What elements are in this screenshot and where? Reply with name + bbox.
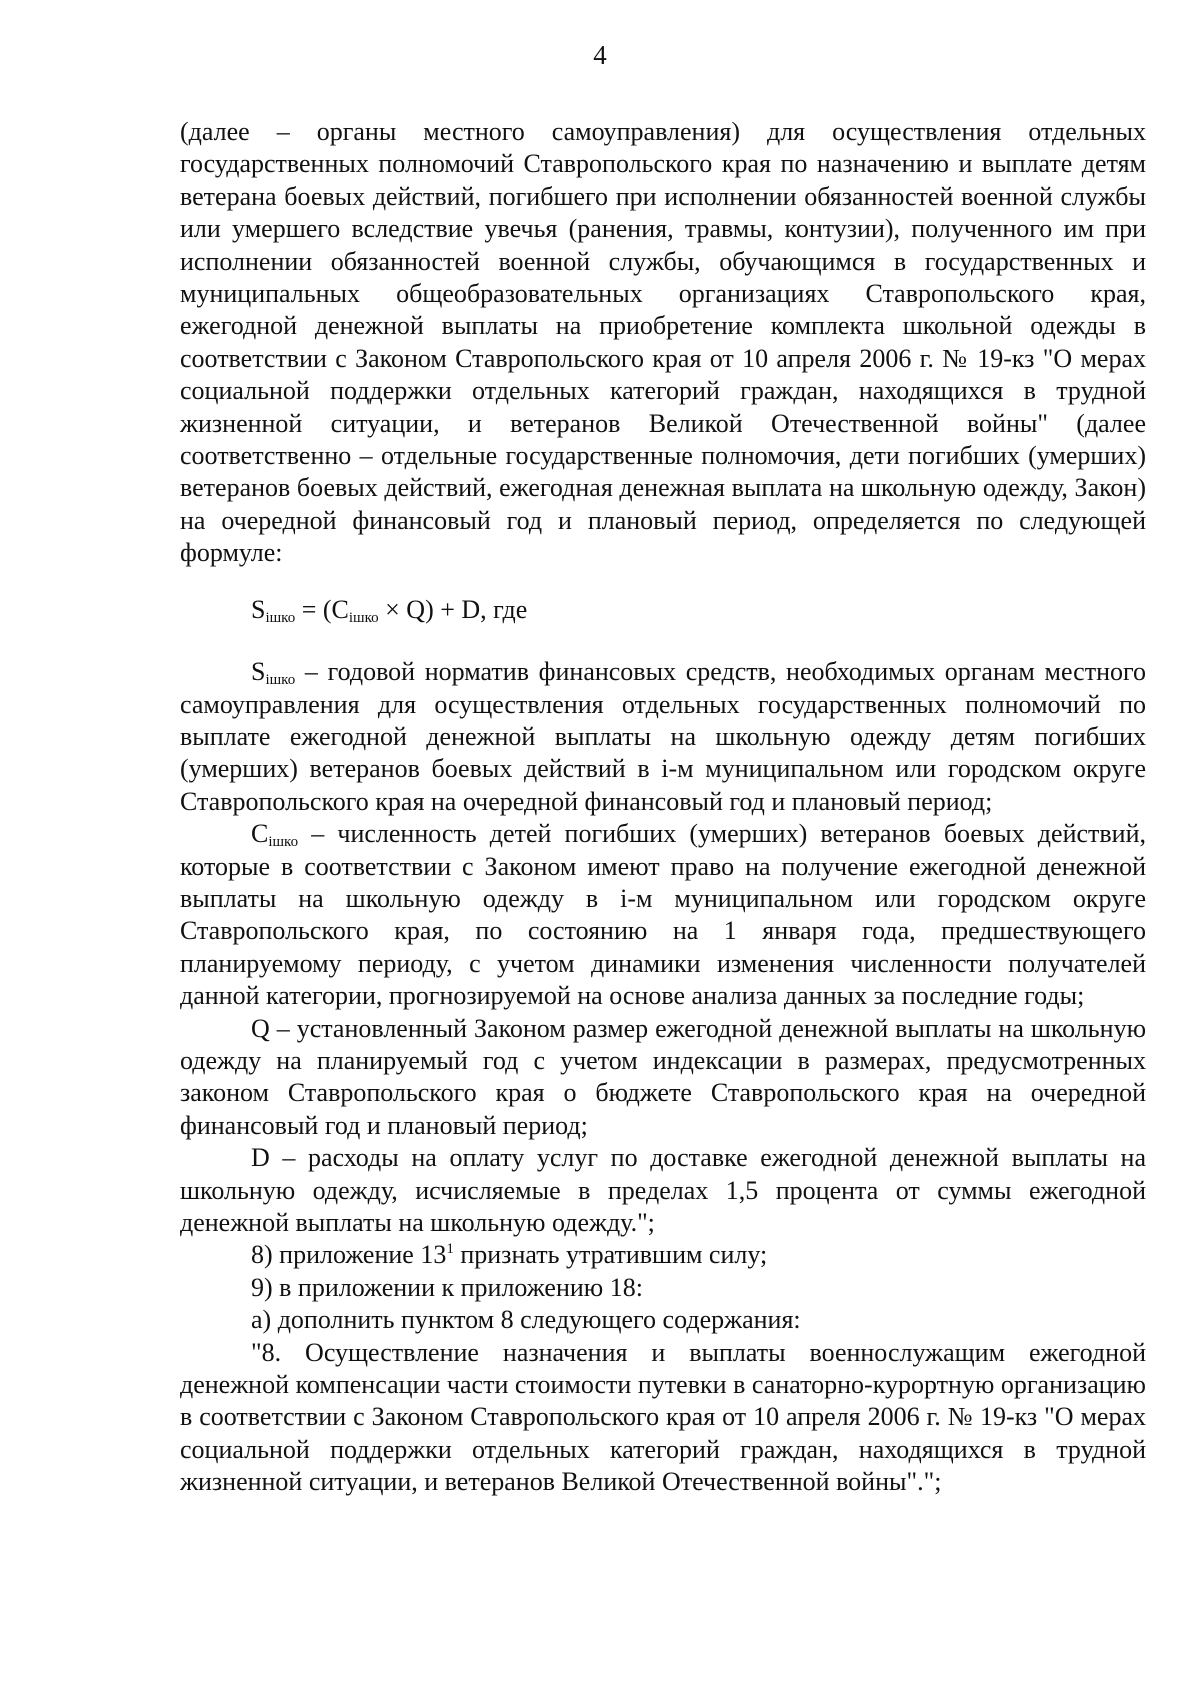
formula-c-letter: C xyxy=(331,594,349,624)
formula-c-subscript: iшко xyxy=(348,609,379,626)
definition-q: Q – установленный Законом размер ежегодной денежной выплаты на школьную одежду на планируемый год с учетом индексации в размерах, предусмотренных законом Ставропольского края о бюджете Ставропольского края на очередной финансовый год и плановый период; xyxy=(180,1013,1146,1140)
definition-c-letter: C xyxy=(251,819,269,849)
definition-s xyxy=(180,656,1146,818)
item-8 xyxy=(180,1239,1146,1271)
formula-equals: = ( xyxy=(295,594,332,624)
definition-c-subscript: iшко xyxy=(268,834,299,851)
formula xyxy=(251,594,1146,626)
item-8-superscript: 1 xyxy=(446,1241,454,1258)
item-8-suffix: признать утратившим силу; xyxy=(453,1240,768,1270)
page-number: 4 xyxy=(593,40,607,70)
definition-s-text: – годовой норматив финансовых средств, необходимых органам местного самоуправления для осуществления отдельных государственных полномочий по выплате ежегодной денежной выплаты на школьную одежду детям погибших (умерших) ветеранов боевых действий в i-м муниципальном или городском округе Ставропольского края на очередной финансовый год и плановый период; xyxy=(180,657,1146,816)
item-9a: а) дополнить пунктом 8 следующего содержания: xyxy=(251,1305,801,1335)
point-8-text: "8. Осуществление назначения и выплаты военнослужащим ежегодной денежной компенсации части стоимости путевки в санаторно-курортную организацию в соответствии с Законом Ставропольского края от 10 апреля 2006 г. № 19-кз "О мерах социальной поддержки отдельных категорий граждан, находящихся в трудной жизненной ситуации, и ветеранов Великой Отечественной войны"."; xyxy=(180,1337,1146,1497)
document-body xyxy=(180,116,1146,1499)
definition-s-letter: S xyxy=(251,657,266,687)
formula-s-subscript: iшко xyxy=(265,609,296,626)
formula-rest: × Q) + D, где xyxy=(378,594,528,624)
item-8-prefix: 8) приложение 13 xyxy=(251,1240,447,1270)
definition-c-text: – численность детей погибших (умерших) ветеранов боевых действий, которые в соответствии с Законом имеют право на получение ежегодной денежной выплаты на школьную одежду в i-м муниципальном или городском округе Ставропольского края, по состоянию на 1 января года, предшествующего планируемому периоду, с учетом динамики изменения численности получателей данной категории, прогнозируемой на основе анализа данных за последние годы; xyxy=(180,819,1146,1011)
intro-paragraph: (далее – органы местного самоуправления) для осуществления отдельных государственных полномочий Ставропольского края по назначению и выплате детям ветерана боевых действий, погибшего при исполнении обязанностей военной службы или умершего вследствие увечья (ранения, травмы, контузии), полученного им при исполнении обязанностей военной службы, обучающимся в государственных и муниципальных общеобразовательных организациях Ставропольского края, ежегодной денежной выплаты на приобретение комплекта школьной одежды в соответствии с Законом Ставропольского края от 10 апреля 2006 г. № 19-кз "О мерах социальной поддержки отдельных категорий граждан, находящихся в трудной жизненной ситуации, и ветеранов Великой Отечественной войны" (далее соответственно – отдельные государственные полномочия, дети погибших (умерших) ветеранов боевых действий, ежегодная денежная выплата на школьную одежду, Закон) на очередной финансовый год и плановый период, определяется по следующей формуле: xyxy=(180,117,1146,568)
definition-s-subscript: iшко xyxy=(265,672,296,689)
definition-d: D – расходы на оплату услуг по доставке ежегодной денежной выплаты на школьную одежду, исчисляемые в пределах 1,5 процента от суммы ежегодной денежной выплаты на школьную одежду."; xyxy=(180,1143,1146,1237)
definition-c xyxy=(180,818,1146,1012)
formula-s-letter: S xyxy=(251,594,266,624)
item-9: 9) в приложении к приложению 18: xyxy=(251,1272,643,1302)
